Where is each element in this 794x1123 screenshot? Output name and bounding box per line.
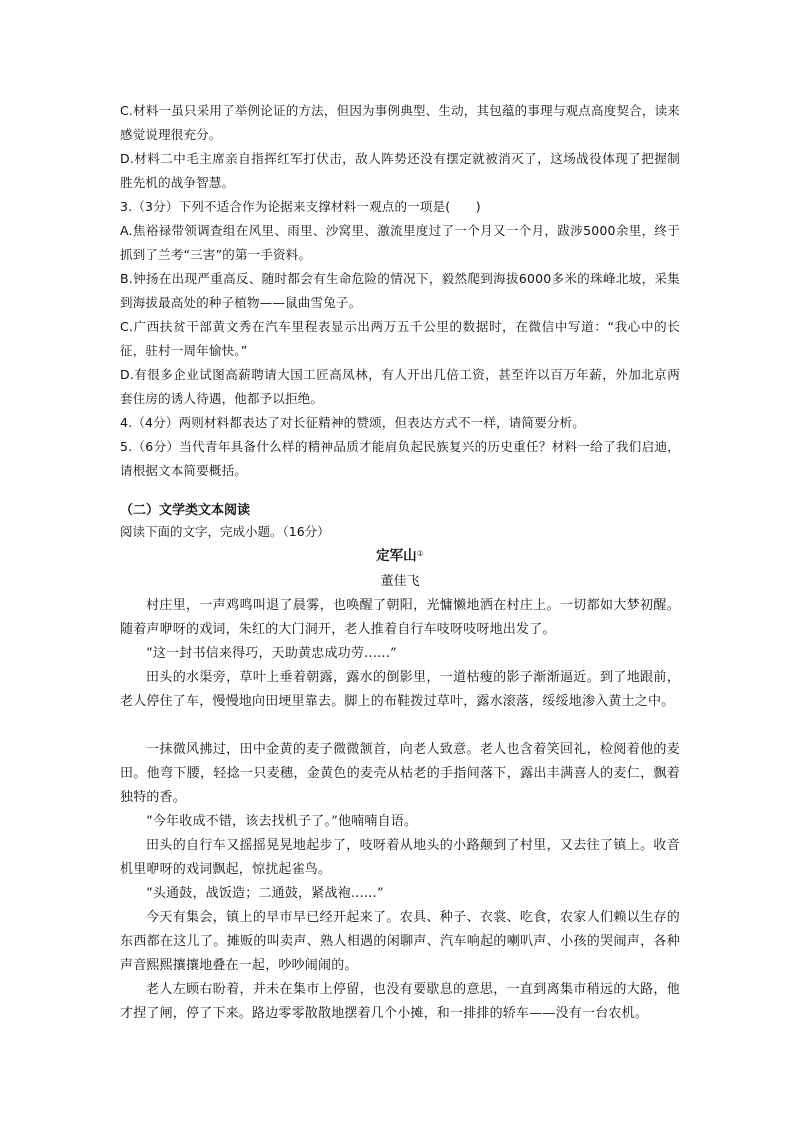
question-3-option-d: D.有很多企业试图高薪聘请大国工匠高凤林，有人开出几倍工资，甚至许以百万年薪，外加北京两套住房的诱人待遇，他都予以拒绝。	[120, 367, 680, 406]
story-title	[120, 544, 680, 568]
story-paragraph: 今天有集会，镇上的早市早已经开起来了。农具、种子、衣裳、吃食，农家人们赖以生存的东西都在这儿了。摊贩的叫卖声、熟人相遇的闲聊声、汽车响起的喇叭声、小孩的哭闹声，各种声音熙熙攘攘地叠在一起，吵吵闹闹的。	[120, 910, 680, 973]
option-d-previous: D.材料二中毛主席亲自指挥红军打伏击，敌人阵势还没有摆定就被消灭了，这场战役体现了把握制胜先机的战争智慧。	[120, 151, 680, 190]
story-paragraph: 老人左顾右盼着，并未在集市上停留，也没有要歇息的意思，一直到离集市稍远的大路，他才捏了闸，停了下来。路边零零散散地摆着几个小摊，和一排排的轿车——没有一台农机。	[120, 982, 680, 1021]
option-c-previous: C.材料一虽只采用了举例论证的方法，但因为事例典型、生动，其包蕴的事理与观点高度契合，读来感觉说理很充分。	[120, 103, 680, 142]
story-paragraph: 村庄里，一声鸡鸣叫退了晨雾，也唤醒了朝阳，光慵懒地洒在村庄上。一切都如大梦初醒。随着声咿呀的戏词，朱红的大门洞开，老人推着自行车吱呀吱呀地出发了。	[120, 598, 680, 637]
section-heading: （二）文学类文本阅读	[120, 503, 251, 518]
story-paragraph: 田头的自行车又摇摇晃晃地起步了，吱呀着从地头的小路颠到了村里，又去往了镇上。收音机里咿呀的戏词飘起，惊扰起雀鸟。	[120, 838, 680, 877]
reading-instruction: 阅读下面的文字，完成小题。（16分）	[120, 524, 330, 539]
story-paragraph: “头通鼓，战饭造；二通鼓，紧战袍......”	[146, 886, 384, 901]
story-author: 董佳飞	[380, 574, 420, 589]
story-title-text: 定军山	[376, 548, 417, 564]
question-3-stem: 3.（3分）下列不适合作为论据来支撑材料一观点的一项是( )	[120, 199, 481, 214]
question-3-option-c: C.广西扶贫干部黄文秀在汽车里程表显示出两万五千公里的数据时，在微信中写道：“我心中的长征，驻村一周年愉快。”	[120, 319, 680, 358]
story-paragraph: “今年收成不错，该去找机子了。”他喃喃自语。	[146, 814, 418, 829]
story-title-footnote-mark: ①	[416, 549, 424, 558]
question-3-option-a: A.焦裕禄带领调查组在风里、雨里、沙窝里、激流里度过了一个月又一个月，跋涉5000余里，终于抓到了兰考“三害”的第一手资料。	[120, 223, 680, 262]
story-paragraph: 田头的水渠旁，草叶上垂着朝露，露水的倒影里，一道枯瘦的影子渐渐逼近。到了地跟前，老人停住了车，慢慢地向田埂里靠去。脚上的布鞋拨过草叶，露水滚落，绥绥地渗入黄土之中。	[120, 670, 680, 709]
question-4: 4.（4分）两则材料都表达了对长征精神的赞颂，但表达方式不一样，请简要分析。	[120, 415, 585, 430]
story-paragraph: 一抹微风拂过，田中金黄的麦子微微颔首，向老人致意。老人也含着笑回礼，检阅着他的麦田。他弯下腰，轻捻一只麦穗，金黄色的麦壳从枯老的手指间落下，露出丰满喜人的麦仁，飘着独特的香。	[120, 742, 680, 805]
story-paragraph: “这一封书信来得巧，天助黄忠成功劳......”	[146, 646, 397, 661]
question-3-option-b: B.钟扬在出现严重高反、随时都会有生命危险的情况下，毅然爬到海拔6000多米的珠峰北坡，采集到海拔最高处的种子植物——鼠曲雪兔子。	[120, 271, 680, 310]
question-5: 5.（6分）当代青年具备什么样的精神品质才能肩负起民族复兴的历史重任？材料一给了我们启迪，请根据文本简要概括。	[120, 439, 680, 478]
